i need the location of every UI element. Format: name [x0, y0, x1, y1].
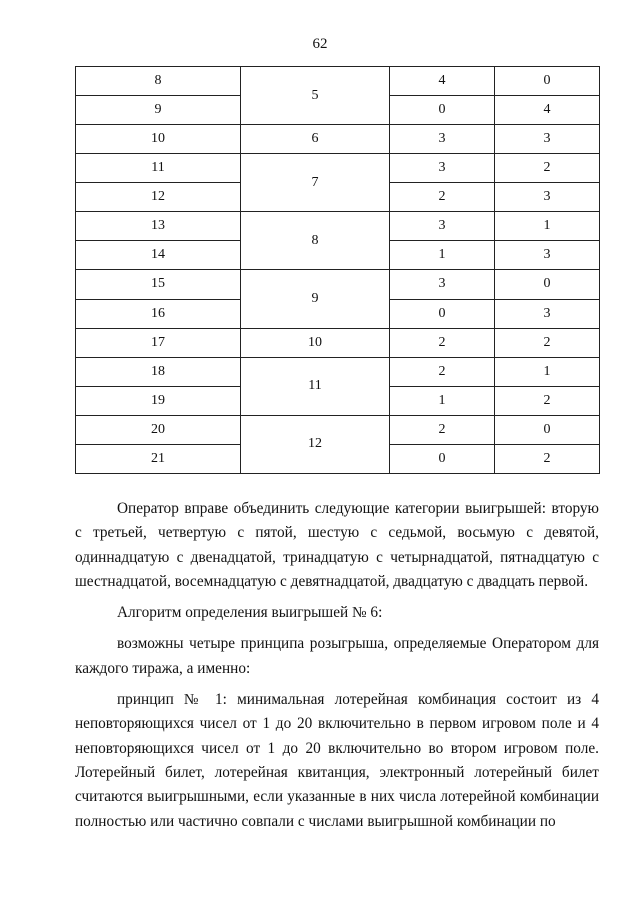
category-cell: 16 — [76, 299, 241, 328]
prize-category-table — [75, 66, 600, 474]
field2-matches-cell: 3 — [495, 183, 600, 212]
numbers-count-cell: 11 — [241, 357, 390, 415]
field1-matches-cell: 4 — [390, 67, 495, 96]
field2-matches-cell: 0 — [495, 270, 600, 299]
field2-matches-cell: 2 — [495, 154, 600, 183]
field1-matches-cell: 2 — [390, 328, 495, 357]
table-row — [76, 328, 600, 357]
field2-matches-cell: 3 — [495, 299, 600, 328]
field2-matches-cell: 2 — [495, 444, 600, 473]
paragraph-four-principles: возможны четыре принципа розыгрыша, определяемые Оператором для каждого тиража, а именно: — [75, 635, 599, 677]
field1-matches-cell: 2 — [390, 183, 495, 212]
category-cell: 15 — [76, 270, 241, 299]
category-cell: 10 — [76, 125, 241, 154]
numbers-count-cell: 5 — [241, 67, 390, 125]
category-cell: 11 — [76, 154, 241, 183]
category-cell: 18 — [76, 357, 241, 386]
paragraph-algorithm-heading: Алгоритм определения выигрышей № 6: — [117, 604, 383, 622]
table-row — [76, 125, 600, 154]
table-row — [76, 212, 600, 241]
category-cell: 17 — [76, 328, 241, 357]
paragraph-principle-1: принцип № 1: минимальная лотерейная комбинация состоит из 4 неповторяющихся чисел от 1 до 20 включительно в первом игровом поле и 4 неповторяющихся чисел от 1 до 20 включительно во втором игровом поле. Лотерейный билет, лотерейная квитанция, электронный лотерейный билет считаются выигрышными, если указанные в них числа лотерейной комбинации полностью или частично совпали с числами выигрышной комбинации по — [75, 691, 599, 830]
field1-matches-cell: 2 — [390, 415, 495, 444]
category-cell: 13 — [76, 212, 241, 241]
field1-matches-cell: 0 — [390, 444, 495, 473]
field1-matches-cell: 0 — [390, 299, 495, 328]
table-row — [76, 415, 600, 444]
numbers-count-cell: 10 — [241, 328, 390, 357]
category-cell: 20 — [76, 415, 241, 444]
field2-matches-cell: 3 — [495, 241, 600, 270]
table-row — [76, 270, 600, 299]
category-cell: 14 — [76, 241, 241, 270]
table-row — [76, 67, 600, 96]
numbers-count-cell: 7 — [241, 154, 390, 212]
numbers-count-cell: 6 — [241, 125, 390, 154]
numbers-count-cell: 8 — [241, 212, 390, 270]
field2-matches-cell: 1 — [495, 212, 600, 241]
numbers-count-cell: 9 — [241, 270, 390, 328]
numbers-count-cell: 12 — [241, 415, 390, 473]
field1-matches-cell: 2 — [390, 357, 495, 386]
field2-matches-cell: 0 — [495, 67, 600, 96]
field2-matches-cell: 3 — [495, 125, 600, 154]
field1-matches-cell: 3 — [390, 270, 495, 299]
field1-matches-cell: 1 — [390, 241, 495, 270]
table-row — [76, 154, 600, 183]
category-cell: 19 — [76, 386, 241, 415]
field1-matches-cell: 1 — [390, 386, 495, 415]
field2-matches-cell: 2 — [495, 328, 600, 357]
field1-matches-cell: 0 — [390, 96, 495, 125]
category-cell: 8 — [76, 67, 241, 96]
category-cell: 21 — [76, 444, 241, 473]
field1-matches-cell: 3 — [390, 125, 495, 154]
paragraph-combine-categories: Оператор вправе объединить следующие категории выигрышей: вторую с третьей, четвертую с пятой, шестую с седьмой, восьмую с девятой, одиннадцатую с двенадцатой, тринадцатую с четырнадцатой, пятнадцатую с шестнадцатой, восемнадцатую с девятнадцатой, двадцатую с двадцать первой. — [75, 500, 599, 590]
field2-matches-cell: 4 — [495, 96, 600, 125]
body-text — [75, 497, 599, 834]
table-row — [76, 357, 600, 386]
field2-matches-cell: 1 — [495, 357, 600, 386]
field1-matches-cell: 3 — [390, 154, 495, 183]
field2-matches-cell: 0 — [495, 415, 600, 444]
category-cell: 9 — [76, 96, 241, 125]
field1-matches-cell: 3 — [390, 212, 495, 241]
field2-matches-cell: 2 — [495, 386, 600, 415]
table-body — [76, 67, 600, 474]
category-cell: 12 — [76, 183, 241, 212]
page-number: 62 — [312, 36, 328, 52]
